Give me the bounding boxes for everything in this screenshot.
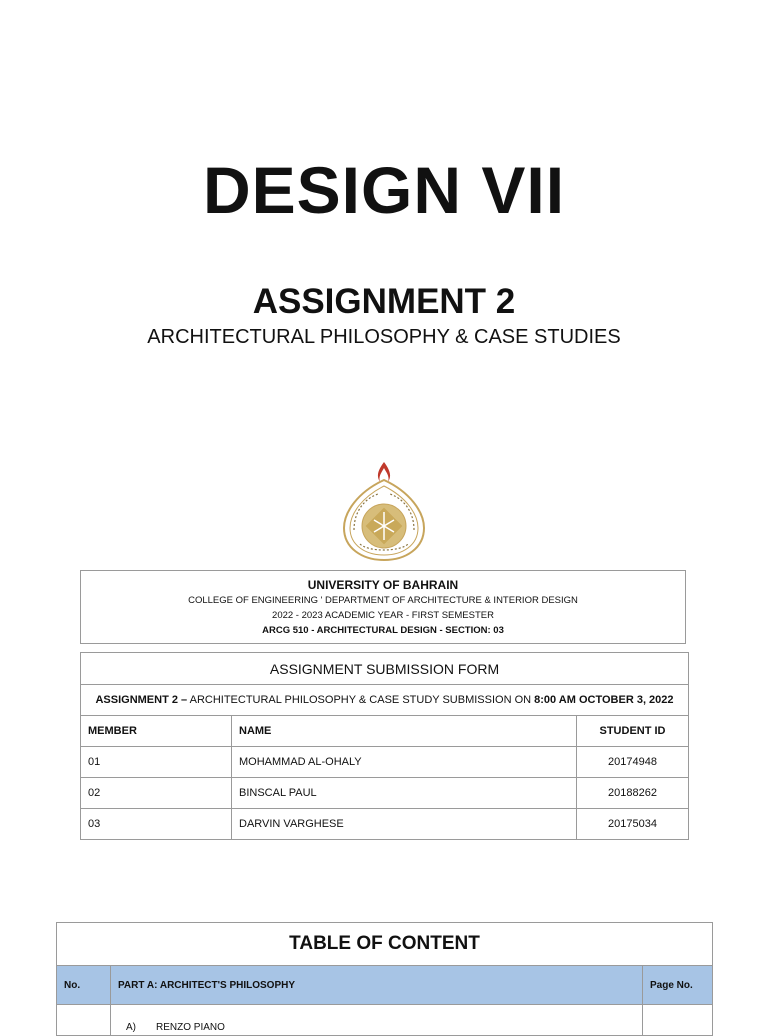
- toc-col-part: PART A: ARCHITECT'S PHILOSOPHY: [111, 966, 643, 1005]
- form-title: ASSIGNMENT SUBMISSION FORM: [81, 653, 689, 685]
- table-row: [81, 778, 689, 809]
- submission-form-table: [80, 652, 689, 840]
- university-info-box: [80, 570, 686, 644]
- university-seal-icon: [338, 460, 430, 562]
- university-name: UNIVERSITY OF BAHRAIN: [307, 578, 459, 592]
- member-name: DARVIN VARGHESE: [232, 809, 577, 840]
- list-item: [57, 1005, 713, 1036]
- college-line: COLLEGE OF ENGINEERING ' DEPARTMENT OF ARCHITECTURE & INTERIOR DESIGN: [188, 595, 578, 606]
- student-id: 20175034: [577, 809, 689, 840]
- student-id: 20174948: [577, 747, 689, 778]
- table-row: [81, 809, 689, 840]
- member-name: MOHAMMAD AL-OHALY: [232, 747, 577, 778]
- toc-item-letter: A): [126, 1022, 136, 1033]
- toc-title: TABLE OF CONTENT: [57, 923, 713, 966]
- toc-item-page: [643, 1005, 713, 1036]
- toc-col-page: Page No.: [643, 966, 713, 1005]
- member-name: BINSCAL PAUL: [232, 778, 577, 809]
- col-member: MEMBER: [81, 716, 232, 747]
- member-number: 02: [81, 778, 232, 809]
- table-of-content: [56, 922, 713, 1036]
- form-desc-deadline: 8:00 AM OCTOBER 3, 2022: [534, 694, 674, 706]
- toc-header-row: [57, 966, 713, 1005]
- course-line: ARCG 510 - ARCHITECTURAL DESIGN - SECTION: 03: [262, 625, 504, 636]
- form-desc-assignment: ASSIGNMENT 2 –: [95, 694, 188, 706]
- assignment-heading: ASSIGNMENT 2: [252, 282, 516, 321]
- form-description-row: [81, 685, 689, 716]
- form-description: [81, 685, 689, 716]
- table-row: [81, 747, 689, 778]
- form-header-row: [81, 716, 689, 747]
- assignment-subtitle: ARCHITECTURAL PHILOSOPHY & CASE STUDIES: [147, 326, 621, 348]
- academic-year-line: 2022 - 2023 ACADEMIC YEAR - FIRST SEMESTER: [272, 610, 494, 621]
- toc-item: [111, 1005, 643, 1036]
- member-number: 01: [81, 747, 232, 778]
- member-number: 03: [81, 809, 232, 840]
- form-title-row: [81, 653, 689, 685]
- student-id: 20188262: [577, 778, 689, 809]
- col-name: NAME: [232, 716, 577, 747]
- toc-item-label: RENZO PIANO: [156, 1022, 225, 1033]
- toc-col-no: No.: [57, 966, 111, 1005]
- toc-title-row: [57, 923, 713, 966]
- toc-item-no: [57, 1005, 111, 1036]
- col-student-id: STUDENT ID: [577, 716, 689, 747]
- form-desc-text: ARCHITECTURAL PHILOSOPHY & CASE STUDY SUBMISSION ON: [187, 694, 535, 706]
- document-title: DESIGN VII: [202, 153, 566, 227]
